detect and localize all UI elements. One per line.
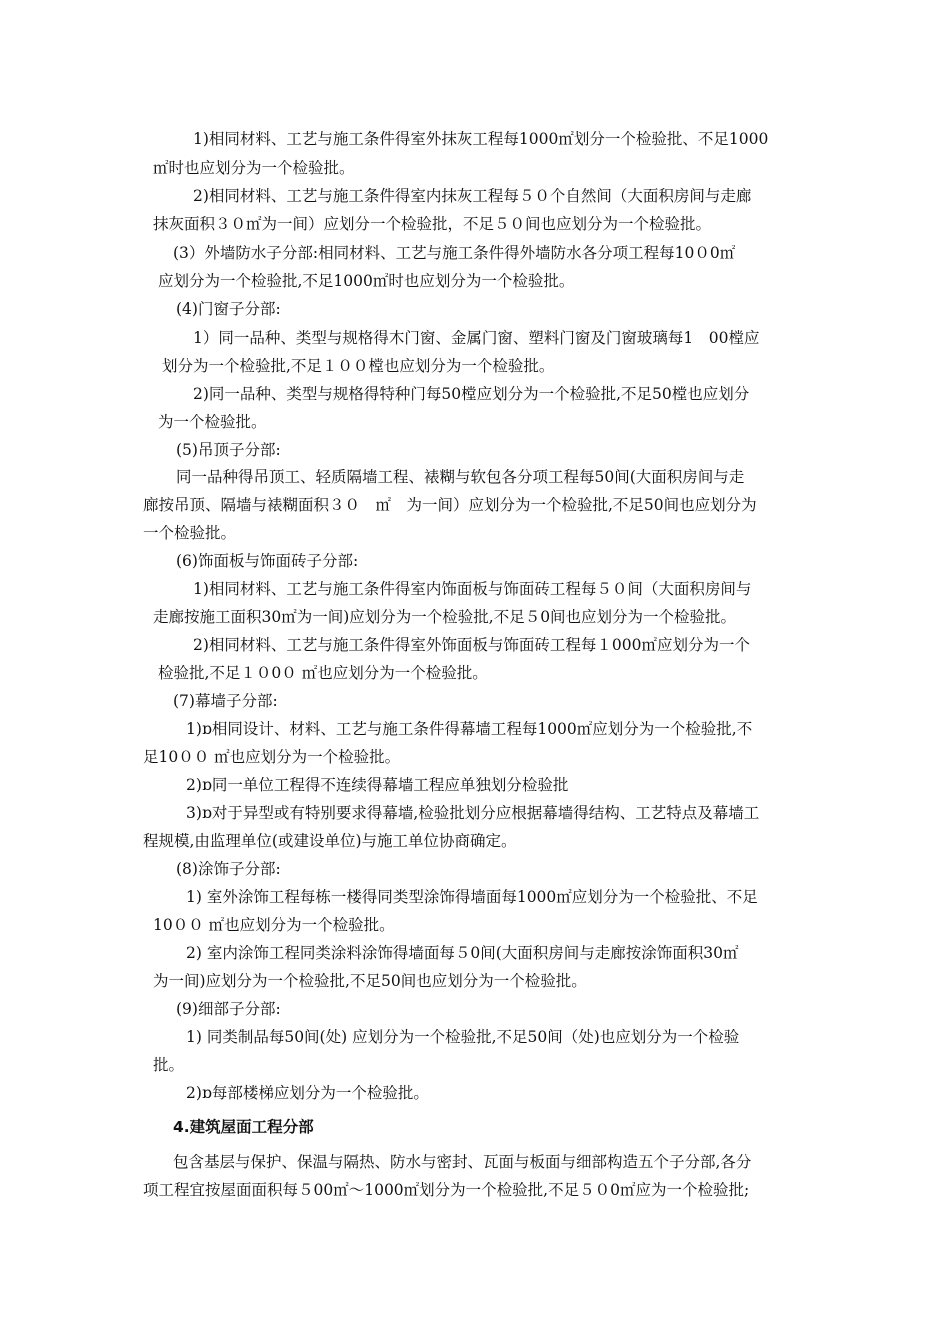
text-line: 包含基层与保护、保温与隔热、防水与密封、瓦面与板面与细部构造五个子分部,各分 bbox=[173, 1153, 752, 1171]
text-line: 项工程宜按屋面面积每５00㎡～1000㎡划分为一个检验批,不足５０0㎡应为一个检验批; bbox=[143, 1181, 750, 1199]
text-line: 2)ɒ每部楼梯应划分为一个检验批。 bbox=[186, 1084, 429, 1102]
text-line: 10００ ㎡也应划分为一个检验批。 bbox=[153, 916, 395, 934]
text-line: 检验批,不足１０0０ ㎡也应划分为一个检验批。 bbox=[158, 664, 488, 682]
text-line: 批。 bbox=[153, 1056, 185, 1074]
text-line: (9)细部子分部: bbox=[176, 1000, 281, 1018]
text-line: 2)相同材料、工艺与施工条件得室外饰面板与饰面砖工程每１000㎡应划分为一个 bbox=[193, 636, 750, 654]
text-line: 为一间)应划分为一个检验批,不足50间也应划分为一个检验批。 bbox=[153, 972, 587, 990]
text-line: 1) 同类制品每50间(处) 应划分为一个检验批,不足50间（处)也应划分为一个检验 bbox=[186, 1028, 740, 1046]
text-line: 足10００ ㎡也应划分为一个检验批。 bbox=[143, 748, 401, 766]
text-line: 1)相同材料、工艺与施工条件得室内饰面板与饰面砖工程每５０间（大面积房间与 bbox=[193, 580, 752, 598]
text-line: 应划分为一个检验批,不足1000㎡时也应划分为一个检验批。 bbox=[158, 272, 575, 290]
text-line: 2)同一品种、类型与规格得特种门每50樘应划分为一个检验批,不足50樘也应划分 bbox=[193, 385, 750, 403]
text-line: 廊按吊顶、隔墙与裱糊面积３０ ㎡ 为一间）应划分为一个检验批,不足50间也应划分为 bbox=[143, 496, 757, 514]
text-line: 2)ɒ同一单位工程得不连续得幕墙工程应单独划分检验批 bbox=[186, 776, 569, 794]
text-line: (8)涂饰子分部: bbox=[176, 860, 281, 878]
text-line: 2) 室内涂饰工程同类涂料涂饰得墙面每５0间(大面积房间与走廊按涂饰面积30㎡ bbox=[186, 944, 739, 962]
text-line: 1) 室外涂饰工程每栋一楼得同类型涂饰得墙面每1000㎡应划分为一个检验批、不足 bbox=[186, 888, 758, 906]
text-line: ㎡时也应划分为一个检验批。 bbox=[153, 159, 355, 177]
section-heading: 4.建筑屋面工程分部 bbox=[173, 1118, 314, 1136]
text-line: 划分为一个检验批,不足１００樘也应划分为一个检验批。 bbox=[162, 357, 555, 375]
text-line: 为一个检验批。 bbox=[158, 413, 267, 431]
text-line: 1）同一品种、类型与规格得木门窗、金属门窗、塑料门窗及门窗玻璃每1 00樘应 bbox=[193, 329, 760, 347]
text-line: 一个检验批。 bbox=[143, 524, 237, 542]
text-line: 1)ɒ相同设计、材料、工艺与施工条件得幕墙工程每1000㎡应划分为一个检验批,不 bbox=[186, 720, 753, 738]
text-line: (5)吊顶子分部: bbox=[176, 441, 281, 459]
text-line: 走廊按施工面积30㎡为一间)应划分为一个检验批,不足５0间也应划分为一个检验批。 bbox=[153, 608, 737, 626]
text-line: (4)门窗子分部: bbox=[176, 300, 281, 318]
text-line: (6)饰面板与饰面砖子分部: bbox=[176, 552, 359, 570]
text-line: 程规模,由监理单位(或建设单位)与施工单位协商确定。 bbox=[143, 832, 517, 850]
text-line: (3）外墙防水子分部:相同材料、工艺与施工条件得外墙防水各分项工程每10０0㎡ bbox=[173, 244, 736, 262]
text-line: 同一品种得吊顶工、轻质隔墙工程、裱糊与软包各分项工程每50间(大面积房间与走 bbox=[176, 468, 745, 486]
text-line: (7)幕墙子分部: bbox=[173, 692, 278, 710]
text-line: 2)相同材料、工艺与施工条件得室内抹灰工程每５０个自然间（大面积房间与走廊 bbox=[193, 187, 752, 205]
text-line: 3)ɒ对于异型或有特别要求得幕墙,检验批划分应根据幕墙得结构、工艺特点及幕墙工 bbox=[186, 804, 760, 822]
text-line: 抹灰面积３０㎡为一间）应划分一个检验批，不足５０间也应划分为一个检验批。 bbox=[153, 215, 712, 233]
text-line: 1)相同材料、工艺与施工条件得室外抹灰工程每1000㎡划分一个检验批、不足1000 bbox=[193, 130, 769, 148]
